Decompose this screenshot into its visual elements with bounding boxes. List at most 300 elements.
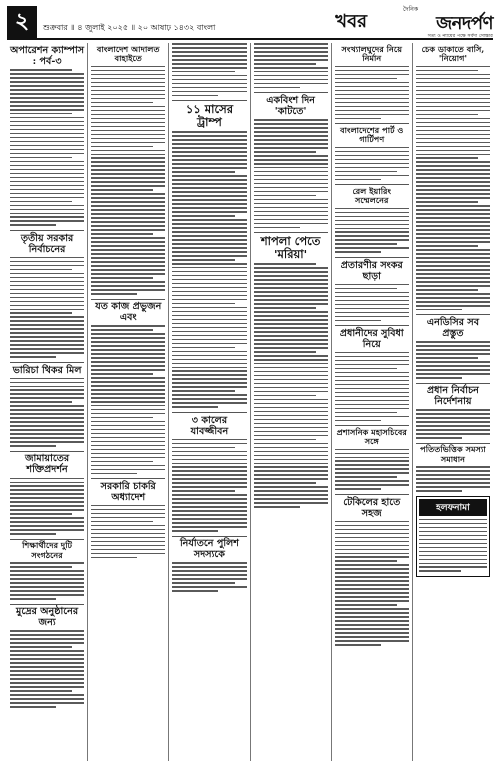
text-line (335, 604, 397, 606)
text-line (172, 402, 246, 404)
text-line (91, 333, 165, 335)
article (172, 415, 246, 532)
text-line (10, 678, 84, 680)
text-line (91, 325, 165, 327)
text-line (416, 146, 490, 148)
text-line (335, 564, 409, 566)
text-line (172, 339, 246, 341)
text-line (10, 694, 84, 696)
text-line (172, 231, 246, 233)
text-line (172, 251, 246, 253)
text-line (335, 404, 409, 406)
article-headline: ৩ কালের যাবজ্জীবন (190, 414, 229, 437)
text-line (254, 307, 316, 309)
text-line (416, 150, 490, 152)
text-line (172, 155, 246, 157)
text-line (172, 227, 246, 229)
text-line (91, 257, 165, 259)
text-line (335, 147, 409, 149)
text-line (254, 335, 328, 337)
article-divider (254, 92, 328, 93)
article-body-text (335, 147, 409, 180)
text-line (335, 521, 409, 523)
text-line (172, 390, 234, 392)
text-line (172, 175, 246, 177)
text-line (335, 416, 409, 418)
text-line (416, 134, 490, 136)
article-divider (416, 443, 490, 444)
article-headline: প্রতারণীর সংকর ছাড়া (340, 259, 403, 282)
text-line (416, 165, 490, 167)
text-line (416, 209, 490, 211)
article-body-text (172, 562, 246, 591)
text-line (416, 66, 490, 68)
text-line (416, 181, 490, 183)
text-line (91, 177, 165, 179)
text-line (254, 67, 328, 69)
text-line (172, 191, 246, 193)
text-line (91, 106, 165, 108)
text-line (172, 494, 246, 496)
text-line (172, 55, 246, 57)
text-line (91, 142, 165, 144)
text-line (172, 327, 246, 329)
text-line (10, 686, 84, 688)
text-line (254, 119, 328, 121)
text-line (172, 303, 234, 305)
text-line (10, 289, 84, 291)
text-line (172, 574, 246, 576)
text-line (416, 413, 490, 415)
text-line (172, 283, 246, 285)
text-line (254, 435, 328, 437)
article-headline: যত কাজ প্রভুজন এবং (95, 301, 162, 324)
text-line (172, 386, 246, 388)
text-line (172, 566, 246, 568)
article-headline: অপারেশন ক্যাম্পাস : পর্ব-৩ (10, 45, 85, 68)
text-line (10, 157, 72, 159)
text-line (254, 455, 328, 457)
text-line (172, 179, 246, 181)
text-line (254, 295, 328, 297)
text-line (10, 261, 84, 263)
text-line (91, 154, 165, 156)
text-line (172, 91, 246, 93)
text-line (416, 466, 490, 468)
text-line (91, 401, 165, 403)
text-line (335, 114, 409, 116)
article-body-text (254, 119, 328, 228)
text-line (335, 568, 409, 570)
text-line (335, 488, 381, 490)
text-line (10, 141, 84, 143)
article-divider (10, 451, 84, 452)
text-line (416, 173, 490, 175)
text-line (10, 445, 56, 447)
text-line (254, 267, 328, 269)
text-line (335, 525, 409, 527)
text-line (10, 324, 84, 326)
text-line (254, 490, 328, 492)
text-line (335, 576, 409, 578)
text-line (172, 439, 246, 441)
text-line (172, 135, 246, 137)
text-line (10, 348, 84, 350)
text-line (10, 181, 84, 183)
text-line (254, 506, 300, 508)
text-line (416, 417, 490, 419)
text-line (416, 221, 490, 223)
text-line (416, 126, 490, 128)
text-line (10, 265, 84, 267)
text-line (91, 465, 165, 467)
text-line (419, 555, 487, 557)
text-line (254, 486, 328, 488)
text-line (10, 437, 84, 439)
column-5 (332, 43, 413, 761)
text-line (416, 257, 490, 259)
text-line (10, 285, 84, 287)
text-line (416, 241, 490, 243)
article-headline: প্রধান নির্বাচন নির্দেশনায় (427, 385, 479, 408)
text-line (10, 197, 84, 199)
text-line (10, 513, 72, 515)
text-line (172, 502, 246, 504)
text-line (10, 497, 84, 499)
text-line (416, 213, 490, 215)
text-line (91, 357, 165, 359)
text-line (416, 253, 490, 255)
text-line (416, 86, 490, 88)
text-line (335, 86, 409, 88)
text-line (91, 505, 165, 507)
article (91, 301, 165, 474)
text-line (10, 433, 84, 435)
text-line (91, 369, 165, 371)
text-line (91, 385, 165, 387)
text-line (416, 490, 462, 492)
text-line (10, 482, 84, 484)
text-line (254, 419, 328, 421)
text-line (91, 94, 165, 96)
text-line (10, 293, 84, 295)
text-line (10, 201, 72, 203)
masthead (7, 6, 493, 40)
text-line (172, 319, 246, 321)
text-line (10, 77, 84, 79)
text-line (172, 187, 246, 189)
text-line (335, 171, 397, 173)
text-line (254, 219, 328, 221)
article (10, 233, 84, 358)
text-line (172, 219, 246, 221)
text-line (91, 549, 165, 551)
text-line (335, 360, 409, 362)
text-line (91, 98, 165, 100)
text-line (416, 265, 490, 267)
text-line (10, 417, 84, 419)
article-divider (172, 536, 246, 537)
article-body-text (416, 66, 490, 311)
text-line (10, 129, 84, 131)
text-line (172, 363, 246, 365)
text-line (10, 562, 84, 564)
text-line (416, 425, 490, 427)
text-line (10, 393, 84, 395)
text-line (10, 397, 84, 399)
text-line (172, 79, 246, 81)
text-line (254, 167, 328, 169)
text-line (91, 173, 165, 175)
text-line (172, 275, 246, 277)
text-line (416, 122, 490, 124)
text-line (416, 102, 490, 104)
article-body-text (91, 325, 165, 474)
article-divider (91, 478, 165, 479)
article (335, 187, 409, 253)
text-line (254, 183, 328, 185)
article (172, 538, 246, 592)
text-line (416, 229, 490, 231)
text-line (335, 580, 409, 582)
article-body-text (416, 409, 490, 438)
text-line (416, 365, 490, 367)
text-line (91, 461, 153, 463)
text-line (10, 570, 84, 572)
text-line (335, 408, 409, 410)
text-line (416, 177, 490, 179)
text-line (254, 155, 328, 157)
text-line (335, 308, 409, 310)
text-line (335, 372, 409, 374)
text-line (91, 537, 165, 539)
text-line (172, 486, 246, 488)
text-line (254, 399, 328, 401)
text-line (335, 155, 409, 157)
text-line (335, 212, 409, 214)
text-line (335, 364, 409, 366)
text-line (172, 271, 246, 273)
text-line (172, 71, 234, 73)
text-line (91, 381, 165, 383)
text-line (91, 66, 165, 68)
article-body-text (335, 284, 409, 321)
article (335, 126, 409, 180)
text-line (10, 161, 84, 163)
text-line (172, 526, 246, 528)
text-line (10, 521, 84, 523)
text-line (172, 247, 246, 249)
text-line (91, 237, 165, 239)
text-line (254, 319, 328, 321)
text-line (335, 220, 409, 222)
text-line (91, 405, 165, 407)
text-line (91, 185, 165, 187)
text-line (91, 261, 165, 263)
text-line (254, 478, 328, 480)
text-line (335, 304, 409, 306)
text-line (172, 382, 246, 384)
text-line (254, 203, 328, 205)
text-line (416, 157, 478, 159)
text-line (172, 199, 246, 201)
article-body-text (335, 352, 409, 421)
article (10, 453, 84, 534)
text-line (91, 353, 165, 355)
text-line (419, 539, 487, 541)
text-line (172, 359, 246, 361)
text-line (254, 415, 328, 417)
article (416, 45, 490, 310)
article-divider (10, 604, 84, 605)
logo-top-text: দৈনিক (403, 6, 419, 13)
text-line (10, 125, 84, 127)
text-line (172, 223, 246, 225)
text-line (91, 225, 165, 227)
text-line (10, 441, 84, 443)
text-line (335, 484, 409, 486)
article-headline: ১১ মাসের ট্রাম্প (185, 101, 234, 130)
text-line (10, 340, 84, 342)
text-line (416, 373, 490, 375)
text-line (91, 557, 137, 559)
text-line (10, 145, 84, 147)
text-line (10, 405, 84, 407)
text-line (10, 309, 84, 311)
text-line (91, 341, 165, 343)
text-line (254, 79, 328, 81)
text-line (10, 582, 84, 584)
article (10, 606, 84, 707)
article-body-text (335, 521, 409, 646)
text-line (254, 431, 328, 433)
text-line (172, 451, 246, 453)
text-line (10, 117, 84, 119)
text-line (416, 98, 490, 100)
text-line (419, 570, 461, 572)
article-divider (10, 230, 84, 231)
article (335, 328, 409, 421)
text-line (10, 670, 84, 672)
text-line (10, 386, 84, 388)
text-line (10, 517, 84, 519)
section-title: খবর (335, 10, 367, 32)
text-line (172, 83, 246, 85)
text-line (172, 590, 218, 592)
text-line (416, 293, 490, 295)
text-line (91, 269, 165, 271)
logo-tagline: সত্য ও ন্যায়ের পক্ষে সর্বদা সোচ্চার (427, 34, 493, 39)
text-line (335, 243, 397, 245)
text-line (172, 582, 234, 584)
text-line (10, 297, 84, 299)
text-line (335, 480, 409, 482)
text-line (335, 231, 409, 233)
text-line (416, 285, 490, 287)
text-line (335, 449, 409, 451)
text-line (172, 315, 246, 317)
text-line (10, 638, 84, 640)
article-divider (91, 299, 165, 300)
text-line (91, 78, 165, 80)
text-line (416, 273, 490, 275)
text-line (416, 161, 490, 163)
text-line (419, 559, 487, 561)
text-line (10, 273, 84, 275)
text-line (172, 466, 246, 468)
article (10, 365, 84, 447)
article-body-text (335, 449, 409, 490)
text-line (335, 90, 409, 92)
text-line (10, 690, 72, 692)
text-line (335, 537, 409, 539)
text-line (254, 163, 328, 165)
article-headline: টেকিলের হাতে সহজ (343, 496, 401, 519)
text-line (416, 201, 478, 203)
text-line (10, 89, 84, 91)
text-line (254, 439, 316, 441)
text-line (10, 316, 84, 318)
text-line (172, 263, 246, 265)
article (416, 317, 490, 379)
text-line (172, 307, 246, 309)
text-line (335, 412, 397, 414)
text-line (254, 207, 328, 209)
text-line (172, 203, 246, 205)
article-body-text (254, 43, 328, 88)
text-line (10, 189, 84, 191)
text-line (335, 388, 409, 390)
text-line (416, 369, 490, 371)
text-line (416, 110, 490, 112)
text-line (91, 134, 165, 136)
text-line (10, 409, 84, 411)
text-line (172, 287, 246, 289)
text-line (335, 312, 409, 314)
text-line (419, 531, 487, 533)
text-line (10, 93, 84, 95)
text-line (335, 78, 397, 80)
text-line (335, 464, 409, 466)
text-line (172, 510, 246, 512)
text-line (335, 472, 409, 474)
text-line (172, 482, 246, 484)
text-line (416, 305, 490, 307)
text-line (91, 201, 165, 203)
text-line (172, 351, 246, 353)
text-line (254, 407, 328, 409)
text-line (416, 189, 490, 191)
text-line (91, 146, 153, 148)
text-line (254, 171, 328, 173)
notice-title: হলফনামা (419, 499, 487, 516)
text-line (172, 195, 246, 197)
text-line (10, 216, 84, 218)
text-line (416, 377, 462, 379)
text-line (335, 216, 409, 218)
column-2 (88, 43, 169, 761)
text-line (254, 375, 328, 377)
text-line (254, 463, 328, 465)
text-line (254, 291, 328, 293)
text-line (416, 349, 490, 351)
text-line (419, 543, 487, 545)
text-line (335, 179, 381, 181)
text-line (416, 341, 490, 343)
text-line (172, 183, 246, 185)
text-line (335, 600, 409, 602)
text-line (10, 574, 84, 576)
